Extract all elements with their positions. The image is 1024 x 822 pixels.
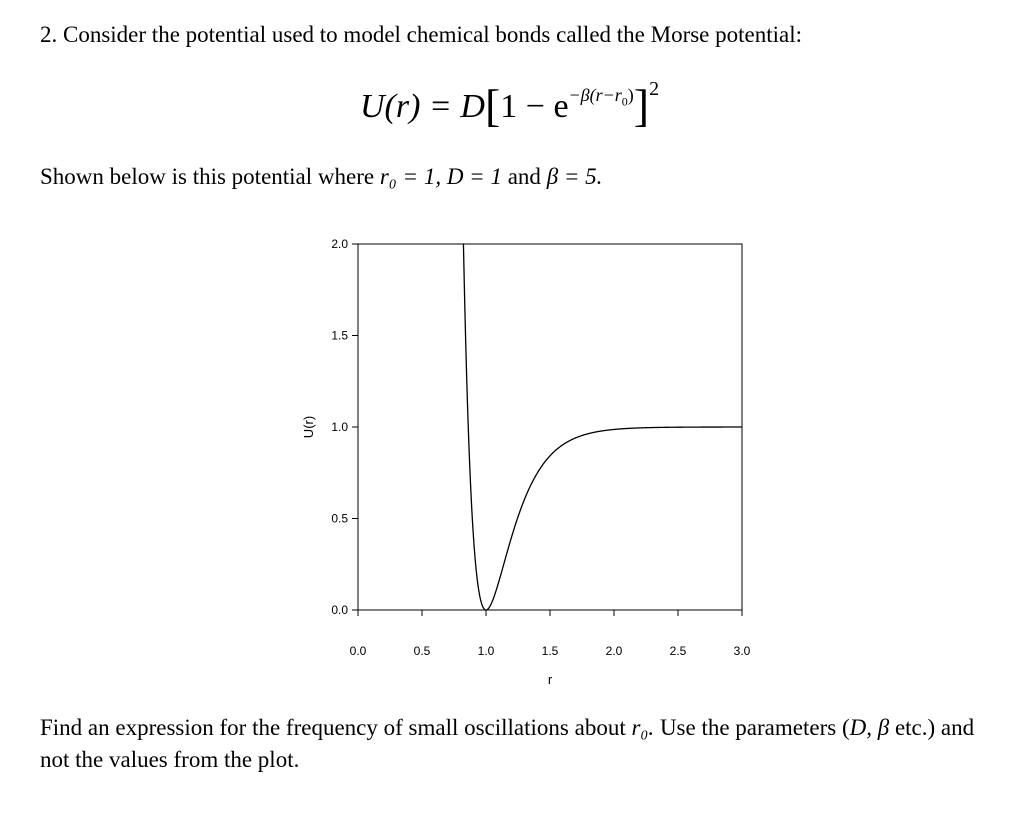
x-tick-label: 3.0 (733, 644, 751, 658)
equation-one-minus: 1 − e (500, 88, 569, 125)
equation-bracket-close: ] (633, 80, 650, 131)
y-tick-label: 1.0 (331, 420, 348, 434)
x-axis-label: r (547, 672, 553, 687)
y-axis-label: U(r) (301, 415, 316, 439)
x-tick-label: 0.5 (413, 644, 431, 658)
equation-bracket-open: [ (484, 80, 501, 131)
y-tick-label: 0.0 (331, 603, 348, 617)
series-line-morse (463, 244, 742, 610)
equation-power: 2 (649, 78, 660, 100)
y-tick-label: 1.5 (331, 328, 348, 343)
x-tick-label: 2.0 (605, 644, 623, 658)
y-tick-label: 2.0 (331, 237, 348, 251)
x-tick-label: 0.0 (349, 644, 367, 658)
parameters-sentence: Shown below is this potential where r₀ = 1, D = 1 and β = 5. (40, 164, 603, 189)
x-tick-label: 1.0 (477, 644, 495, 658)
question-intro: 2. Consider the potential used to model chemical bonds called the Morse potential: (40, 22, 803, 47)
equation-exponent: −β(r−r0) (568, 85, 634, 109)
y-tick-label: 0.5 (331, 511, 348, 526)
x-tick-label: 2.5 (669, 644, 687, 658)
axis-ticks (331, 237, 750, 658)
question-task: Find an expression for the frequency of small oscillations about r₀. Use the parameters (D, β etc.) and not the values from the plot. (40, 715, 975, 772)
x-tick-label: 1.5 (541, 644, 559, 658)
equation-lhs: U(r) = D (360, 88, 485, 125)
